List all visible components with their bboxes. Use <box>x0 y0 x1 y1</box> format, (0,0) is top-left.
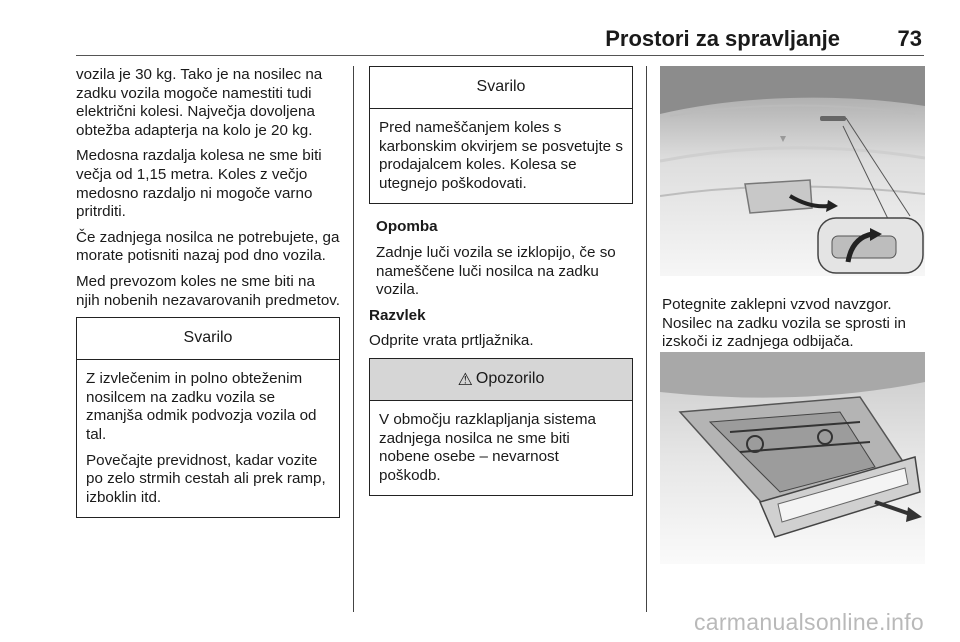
figure-carrier-extended <box>660 352 925 564</box>
watermark: carmanualsonline.info <box>693 609 924 635</box>
column-1 <box>76 66 340 518</box>
column-divider-2 <box>646 66 647 612</box>
warning-box <box>76 317 340 518</box>
paragraph: Medosna razdalja kolesa ne sme biti večja od 1,15 metra. Koles z večjo medosno razdaljo ni mogoče varno pritrditi. <box>76 147 322 221</box>
caution-header <box>370 359 632 401</box>
warning-text: Pred nameščanjem koles s karbonskim okvirjem se posvetujte s prodajalcem koles. Kolesa se utegnejo poškodovati. <box>379 119 623 192</box>
warning-triangle-icon: ⚠ <box>457 369 473 389</box>
column-divider-1 <box>353 66 354 612</box>
section-text: Odprite vrata prtljažnika. <box>369 332 534 350</box>
warning-box <box>369 66 633 204</box>
column-2 <box>369 66 633 496</box>
warning-body <box>370 109 632 203</box>
figure-bumper-lever <box>660 66 925 276</box>
section-heading: Razvlek <box>369 306 426 324</box>
caution-body <box>370 401 632 495</box>
warning-title: Svarilo <box>370 67 632 109</box>
figure-caption: Potegnite zaklepni vzvod navzgor. Nosilec na zadku vozila se sprosti in izskoči iz zadnjega odbijača. <box>662 296 906 351</box>
caution-box <box>369 358 633 496</box>
caution-text: V območju razklapljanja sistema zadnjega nosilca ne sme biti nobene osebe – nevarnost poškodb. <box>379 410 596 484</box>
warning-body <box>77 360 339 517</box>
paragraph: Med prevozom koles ne sme biti na njih nobenih nezavarovanih predmetov. <box>76 272 340 309</box>
note-title: Opomba <box>376 218 438 236</box>
warning-text: Povečajte previdnost, kadar vozite po zelo strmih cestah ali prek ramp, izboklin itd. <box>86 451 326 506</box>
warning-title: Svarilo <box>77 318 339 360</box>
note-text: Zadnje luči vozila se izklopijo, če so nameščene luči nosilca na zadku vozila. <box>376 243 616 299</box>
header-divider <box>76 55 924 56</box>
warning-text: Z izvlečenim in polno obteženim nosilcem na zadku vozila se zmanjša odmik podvozja vozila od tal. <box>86 370 317 443</box>
page-title: Prostori za spravljanje <box>605 26 840 51</box>
paragraph: Če zadnjega nosilca ne potrebujete, ga morate potisniti nazaj pod dno vozila. <box>76 228 340 265</box>
page-number: 73 <box>897 26 922 51</box>
paragraph: vozila je 30 kg. Tako je na nosilec na zadku vozila mogoče namestiti tudi električni kolesi. Največja dovoljena obtežba adapterja na kolo je 20 kg. <box>76 66 323 139</box>
caution-title: Opozorilo <box>475 370 545 388</box>
